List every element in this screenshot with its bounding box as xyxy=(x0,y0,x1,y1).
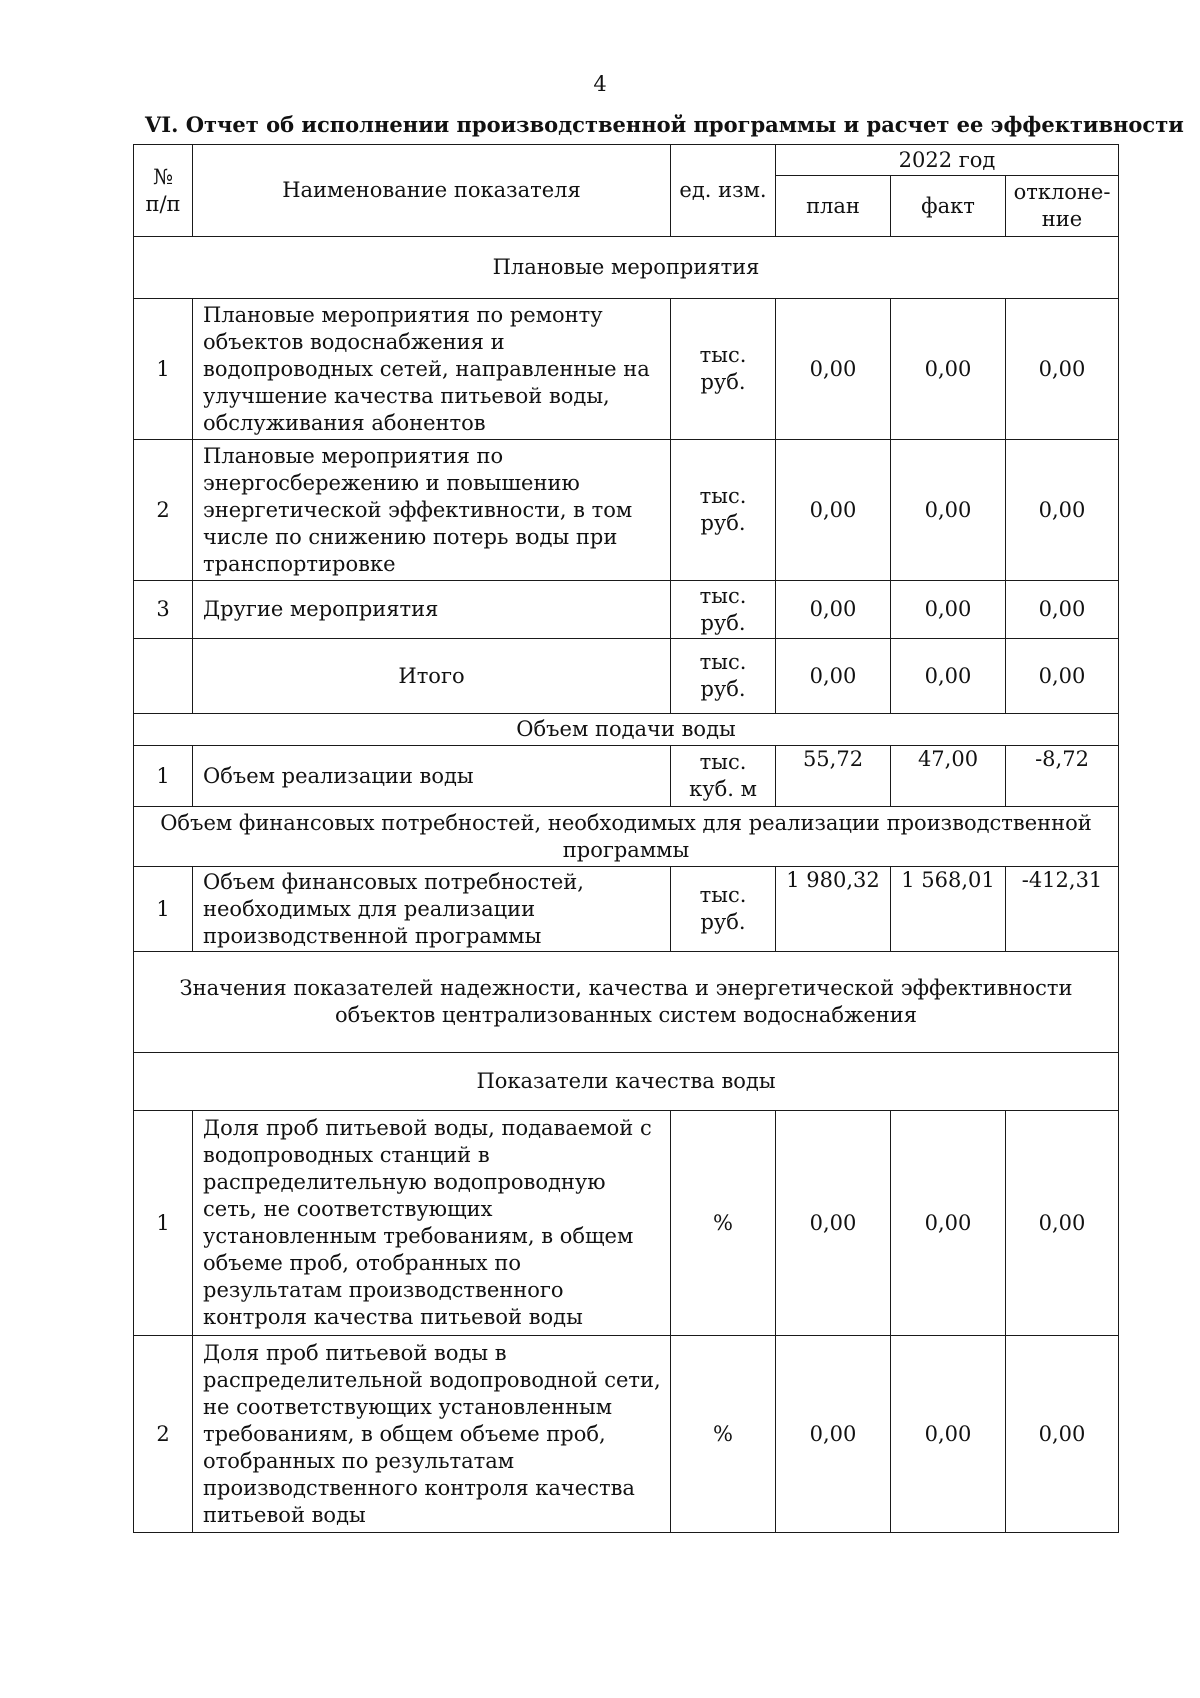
header-plan: план xyxy=(776,176,891,237)
table-row xyxy=(134,746,1119,807)
total-plan: 0,00 xyxy=(776,639,891,714)
total-fact: 0,00 xyxy=(891,639,1006,714)
total-deviation: 0,00 xyxy=(1006,639,1119,714)
header-fact: факт xyxy=(891,176,1006,237)
row-name: Объем реализации воды xyxy=(193,746,671,807)
table-row xyxy=(134,299,1119,440)
section-row xyxy=(134,237,1119,299)
table-row xyxy=(134,440,1119,581)
row-num: 2 xyxy=(134,440,193,581)
document-title: VI. Отчет об исполнении производственной программы и расчет ее эффективности xyxy=(145,112,1184,137)
row-plan: 1 980,32 xyxy=(776,867,891,952)
section-title-planned: Плановые мероприятия xyxy=(134,237,1119,299)
row-num-empty xyxy=(134,639,193,714)
row-num: 1 xyxy=(134,867,193,952)
section-title-finance: Объем финансовых потребностей, необходимых для реализации производственной программы xyxy=(134,807,1119,867)
header-row-top xyxy=(134,145,1119,176)
total-label: Итого xyxy=(193,639,671,714)
section-row xyxy=(134,952,1119,1053)
row-fact: 0,00 xyxy=(891,440,1006,581)
row-name: Другие мероприятия xyxy=(193,581,671,639)
row-plan: 0,00 xyxy=(776,581,891,639)
table-row xyxy=(134,1336,1119,1533)
row-deviation: 0,00 xyxy=(1006,1336,1119,1533)
row-deviation: 0,00 xyxy=(1006,299,1119,440)
section-title-indicators: Значения показателей надежности, качества и энергетической эффективности объектов централизованных систем водоснабжения xyxy=(134,952,1119,1053)
section-title-supply: Объем подачи воды xyxy=(134,714,1119,746)
row-plan: 0,00 xyxy=(776,299,891,440)
row-deviation: -8,72 xyxy=(1006,746,1119,807)
header-unit: ед. изм. xyxy=(671,145,776,237)
row-deviation: 0,00 xyxy=(1006,581,1119,639)
row-name: Доля проб питьевой воды, подаваемой с водопроводных станций в распределительную водопроводную сеть, не соответствующих установленным требованиям, в общем объеме проб, отобранных по результатам производственного контроля качества питьевой воды xyxy=(193,1111,671,1336)
table-row xyxy=(134,581,1119,639)
row-num: 2 xyxy=(134,1336,193,1533)
row-deviation: -412,31 xyxy=(1006,867,1119,952)
header-deviation: отклоне-ние xyxy=(1006,176,1119,237)
row-unit: % xyxy=(671,1111,776,1336)
row-fact: 0,00 xyxy=(891,1111,1006,1336)
row-plan: 0,00 xyxy=(776,1336,891,1533)
row-name: Плановые мероприятия по ремонту объектов водоснабжения и водопроводных сетей, направленные на улучшение качества питьевой воды, обслуживания абонентов xyxy=(193,299,671,440)
row-deviation: 0,00 xyxy=(1006,1111,1119,1336)
header-num: № п/п xyxy=(134,145,193,237)
row-unit: тыс. руб. xyxy=(671,440,776,581)
row-num: 1 xyxy=(134,746,193,807)
section-row xyxy=(134,807,1119,867)
row-fact: 47,00 xyxy=(891,746,1006,807)
row-unit: % xyxy=(671,1336,776,1533)
row-plan: 0,00 xyxy=(776,440,891,581)
report-table xyxy=(133,144,1119,1533)
row-num: 1 xyxy=(134,299,193,440)
table-row xyxy=(134,867,1119,952)
table-row xyxy=(134,1111,1119,1336)
row-num: 3 xyxy=(134,581,193,639)
row-name: Объем финансовых потребностей, необходимых для реализации производственной программы xyxy=(193,867,671,952)
row-plan: 0,00 xyxy=(776,1111,891,1336)
row-fact: 0,00 xyxy=(891,581,1006,639)
row-deviation: 0,00 xyxy=(1006,440,1119,581)
row-unit: тыс. куб. м xyxy=(671,746,776,807)
header-year: 2022 год xyxy=(776,145,1119,176)
section-title-quality: Показатели качества воды xyxy=(134,1053,1119,1111)
row-fact: 0,00 xyxy=(891,1336,1006,1533)
section-row xyxy=(134,714,1119,746)
row-fact: 1 568,01 xyxy=(891,867,1006,952)
row-name: Доля проб питьевой воды в распределительной водопроводной сети, не соответствующих установленным требованиям, в общем объеме проб, отобранных по результатам производственного контроля качества питьевой воды xyxy=(193,1336,671,1533)
header-name: Наименование показателя xyxy=(193,145,671,237)
row-num: 1 xyxy=(134,1111,193,1336)
total-row xyxy=(134,639,1119,714)
row-fact: 0,00 xyxy=(891,299,1006,440)
row-unit: тыс. руб. xyxy=(671,581,776,639)
total-unit: тыс. руб. xyxy=(671,639,776,714)
row-plan: 55,72 xyxy=(776,746,891,807)
section-row xyxy=(134,1053,1119,1111)
row-unit: тыс. руб. xyxy=(671,299,776,440)
row-name: Плановые мероприятия по энергосбережению и повышению энергетической эффективности, в том числе по снижению потерь воды при транспортировке xyxy=(193,440,671,581)
row-unit: тыс. руб. xyxy=(671,867,776,952)
page-number: 4 xyxy=(593,72,607,96)
